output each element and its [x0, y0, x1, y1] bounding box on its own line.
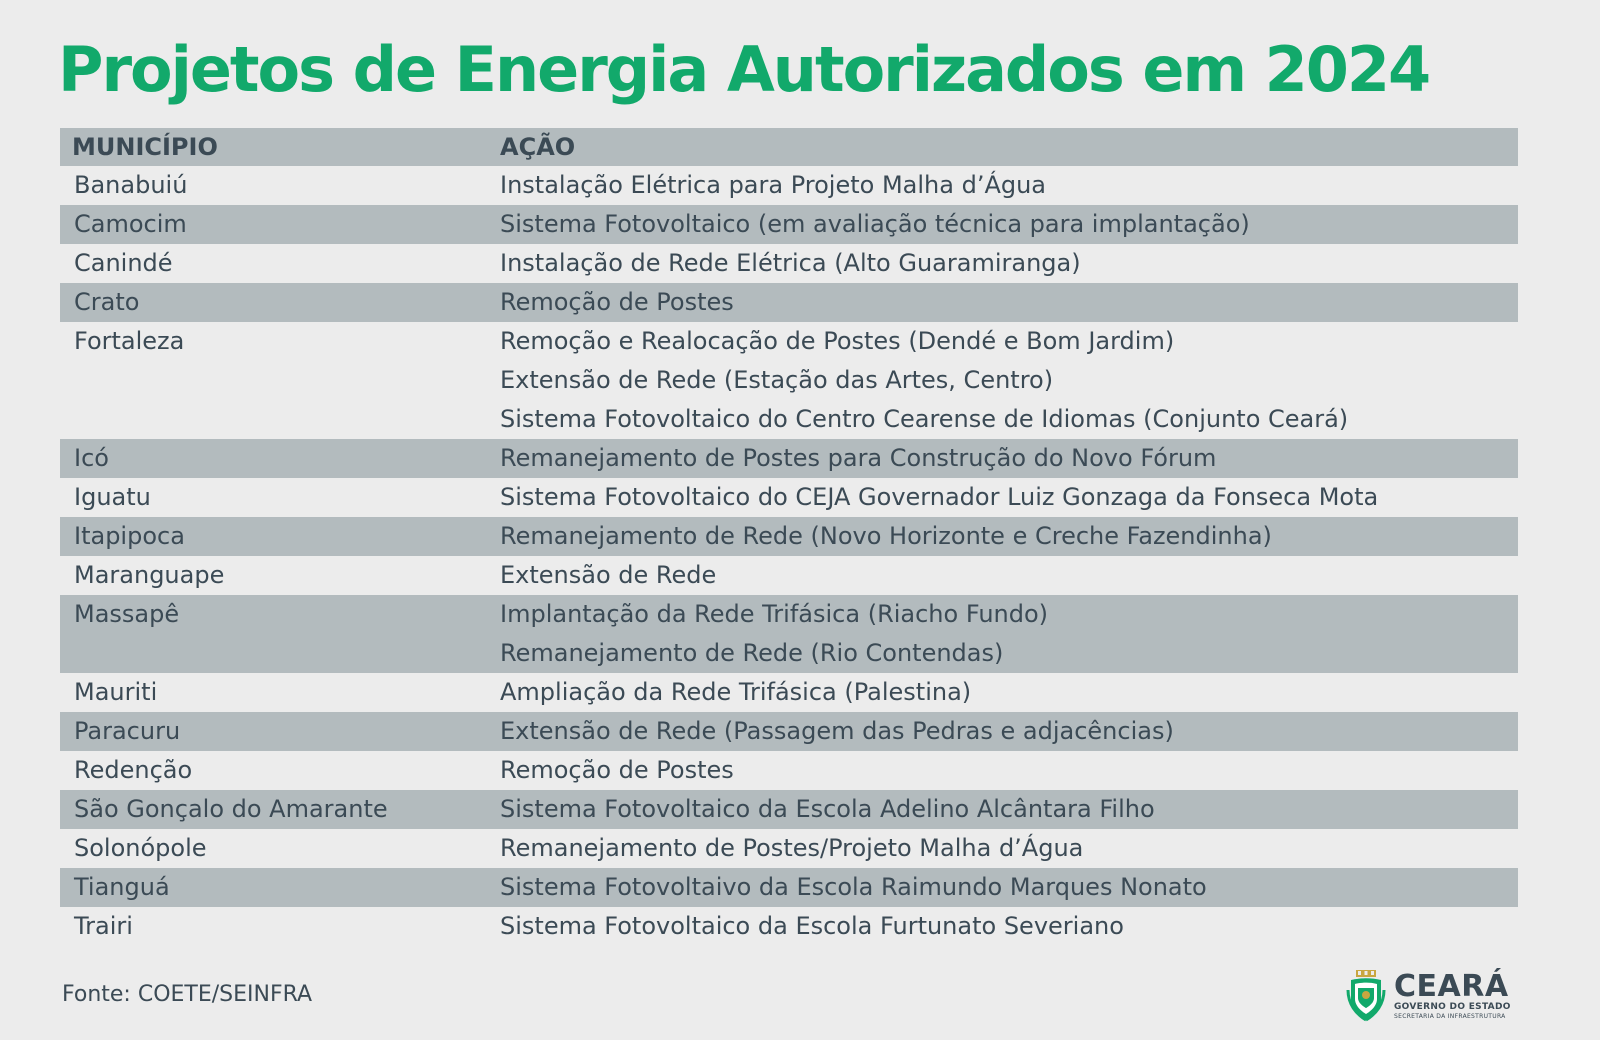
source-note: Fonte: COETE/SEINFRA — [62, 982, 313, 1007]
acao-cell — [500, 556, 1518, 595]
municipio-cell: Solonópole — [74, 834, 207, 862]
table-row — [60, 751, 1518, 790]
municipio-cell: Paracuru — [74, 717, 181, 745]
municipio-cell: Icó — [74, 444, 109, 472]
acao-line: Remanejamento de Rede (Novo Horizonte e Creche Fazendinha) — [500, 522, 1272, 550]
acao-line: Sistema Fotovoltaivo da Escola Raimundo Marques Nonato — [500, 873, 1207, 901]
acao-cell — [500, 868, 1518, 907]
acao-line: Remanejamento de Postes para Construção do Novo Fórum — [500, 444, 1217, 472]
acao-line: Sistema Fotovoltaico do CEJA Governador Luiz Gonzaga da Fonseca Mota — [500, 483, 1379, 511]
table-row — [60, 712, 1518, 751]
acao-cell — [500, 595, 1518, 673]
municipio-cell: Fortaleza — [74, 327, 185, 355]
acao-line: Remoção de Postes — [500, 288, 734, 316]
column-header-acao: AÇÃO — [500, 133, 576, 161]
table-row — [60, 673, 1518, 712]
table-row — [60, 283, 1518, 322]
municipio-cell: Itapipoca — [74, 522, 185, 550]
logo-subtitle: GOVERNO DO ESTADO — [1394, 1001, 1511, 1012]
table-row — [60, 439, 1518, 478]
acao-line: Remanejamento de Rede (Rio Contendas) — [500, 639, 1004, 667]
acao-cell — [500, 283, 1518, 322]
acao-line: Instalação Elétrica para Projeto Malha d’Água — [500, 171, 1047, 199]
municipio-cell: Redenção — [74, 756, 193, 784]
table-row — [60, 166, 1518, 205]
acao-cell — [500, 478, 1518, 517]
municipio-cell: Tianguá — [74, 873, 170, 901]
acao-line: Implantação da Rede Trifásica (Riacho Fundo) — [500, 600, 1049, 628]
table-row — [60, 478, 1518, 517]
acao-cell — [500, 517, 1518, 556]
municipio-cell: Maranguape — [74, 561, 225, 589]
acao-cell — [500, 166, 1518, 205]
table-row — [60, 829, 1518, 868]
municipio-cell: Trairi — [74, 912, 133, 940]
municipio-cell: Canindé — [74, 249, 173, 277]
acao-line: Extensão de Rede — [500, 561, 717, 589]
acao-line: Extensão de Rede (Estação das Artes, Centro) — [500, 366, 1054, 394]
acao-cell — [500, 322, 1518, 439]
acao-line: Sistema Fotovoltaico do Centro Cearense de Idiomas (Conjunto Ceará) — [500, 405, 1349, 433]
municipio-cell: Banabuiú — [74, 171, 188, 199]
municipio-cell: Massapê — [74, 600, 180, 628]
logo-department: SECRETARIA DA INFRAESTRUTURA — [1394, 1012, 1506, 1020]
table-row — [60, 244, 1518, 283]
municipio-cell: Crato — [74, 288, 140, 316]
page-title: Projetos de Energia Autorizados em 2024 — [58, 33, 1430, 106]
acao-line: Extensão de Rede (Passagem das Pedras e adjacências) — [500, 717, 1174, 745]
column-header-municipio: MUNICÍPIO — [72, 133, 218, 161]
table-row — [60, 517, 1518, 556]
municipio-cell: Iguatu — [74, 483, 151, 511]
acao-cell — [500, 439, 1518, 478]
acao-line: Remoção e Realocação de Postes (Dendé e Bom Jardim) — [500, 327, 1175, 355]
table-header — [60, 128, 1518, 166]
acao-cell — [500, 829, 1518, 868]
acao-line: Sistema Fotovoltaico da Escola Adelino Alcântara Filho — [500, 795, 1155, 823]
ceara-logo — [1346, 966, 1526, 1026]
projects-table — [60, 128, 1518, 946]
logo-name: CEARÁ — [1394, 968, 1509, 1004]
municipio-cell: Mauriti — [74, 678, 158, 706]
acao-line: Remoção de Postes — [500, 756, 734, 784]
municipio-cell: São Gonçalo do Amarante — [74, 795, 388, 823]
acao-line: Instalação de Rede Elétrica (Alto Guaramiranga) — [500, 249, 1081, 277]
table-row — [60, 205, 1518, 244]
acao-line: Sistema Fotovoltaico (em avaliação técnica para implantação) — [500, 210, 1250, 238]
table-row — [60, 556, 1518, 595]
municipio-cell: Camocim — [74, 210, 187, 238]
acao-cell — [500, 907, 1518, 946]
table-row — [60, 790, 1518, 829]
acao-cell — [500, 790, 1518, 829]
table-row — [60, 322, 1518, 439]
table-row — [60, 907, 1518, 946]
table-row — [60, 868, 1518, 907]
acao-line: Remanejamento de Postes/Projeto Malha d’Água — [500, 834, 1084, 862]
acao-cell — [500, 673, 1518, 712]
acao-cell — [500, 205, 1518, 244]
acao-line: Sistema Fotovoltaico da Escola Furtunato Severiano — [500, 912, 1124, 940]
table-row — [60, 595, 1518, 673]
table-body — [60, 166, 1518, 946]
ceara-coat-of-arms-icon — [1346, 970, 1386, 1022]
acao-cell — [500, 244, 1518, 283]
acao-cell — [500, 712, 1518, 751]
acao-cell — [500, 751, 1518, 790]
acao-line: Ampliação da Rede Trifásica (Palestina) — [500, 678, 972, 706]
